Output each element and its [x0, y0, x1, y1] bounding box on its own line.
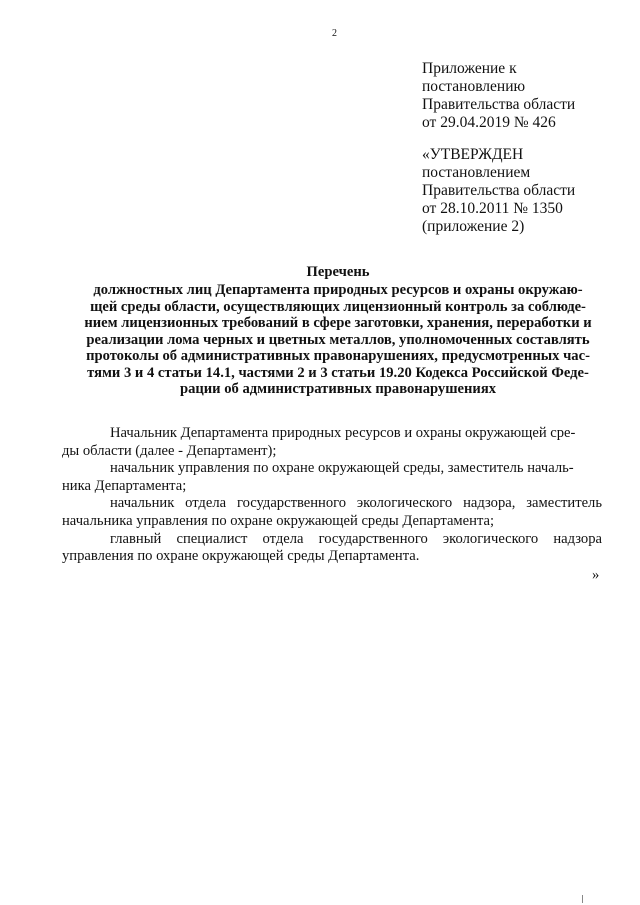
list-item-line: ника Департамента; — [62, 477, 187, 494]
subtitle-line: нием лицензионных требований в сфере заготовки, хранения, переработки и — [84, 315, 592, 331]
subtitle-line: протоколы об административных правонарушениях, предусмотренных час- — [86, 348, 590, 364]
approved-line: «УТВЕРЖДЕН — [422, 146, 524, 163]
subtitle-line: должностных лиц Департамента природных ресурсов и охраны окружаю- — [93, 282, 583, 298]
margin-mark — [582, 895, 583, 903]
officials-list — [62, 425, 602, 566]
appendix-line: от 29.04.2019 № 426 — [422, 114, 556, 131]
list-item-line: начальник отдела государственного экологического надзора, заместитель — [110, 495, 602, 512]
subtitle-line: тями 3 и 4 статьи 14.1, частями 2 и 3 статьи 19.20 Кодекса Российской Феде- — [87, 364, 589, 381]
list-item-line: начальник управления по охране окружающей среды, заместитель началь- — [110, 460, 574, 477]
appendix-line: постановлению — [422, 78, 526, 95]
subtitle-line: рации об административных правонарушениях — [179, 381, 497, 397]
list-item-line: управления по охране окружающей среды Департамента. — [62, 548, 420, 565]
document-subtitle — [62, 282, 614, 398]
subtitle-line: щей среды области, осуществляющих лицензионный контроль за соблюде- — [90, 298, 586, 315]
appendix-line: Правительства области — [422, 96, 576, 113]
page-number: 2 — [332, 28, 337, 39]
approval-stamp — [422, 146, 575, 236]
approved-line: Правительства области — [422, 182, 576, 199]
document-title: Перечень — [306, 264, 370, 280]
closing-quote: » — [592, 567, 600, 583]
approved-line: от 28.10.2011 № 1350 — [422, 200, 563, 217]
list-item-line: начальника управления по охране окружающей среды Департамента; — [62, 512, 495, 529]
list-item-line: ды области (далее - Департамент); — [62, 442, 277, 459]
list-item-line: Начальник Департамента природных ресурсов и охраны окружающей сре- — [110, 425, 576, 441]
appendix-reference — [422, 60, 575, 132]
approved-line: (приложение 2) — [422, 218, 525, 235]
appendix-line: Приложение к — [422, 60, 517, 77]
subtitle-line: реализации лома черных и цветных металлов, уполномоченных составлять — [86, 331, 590, 348]
approved-line: постановлением — [422, 164, 531, 181]
list-item-line: главный специалист отдела государственного экологического надзора — [110, 530, 602, 547]
